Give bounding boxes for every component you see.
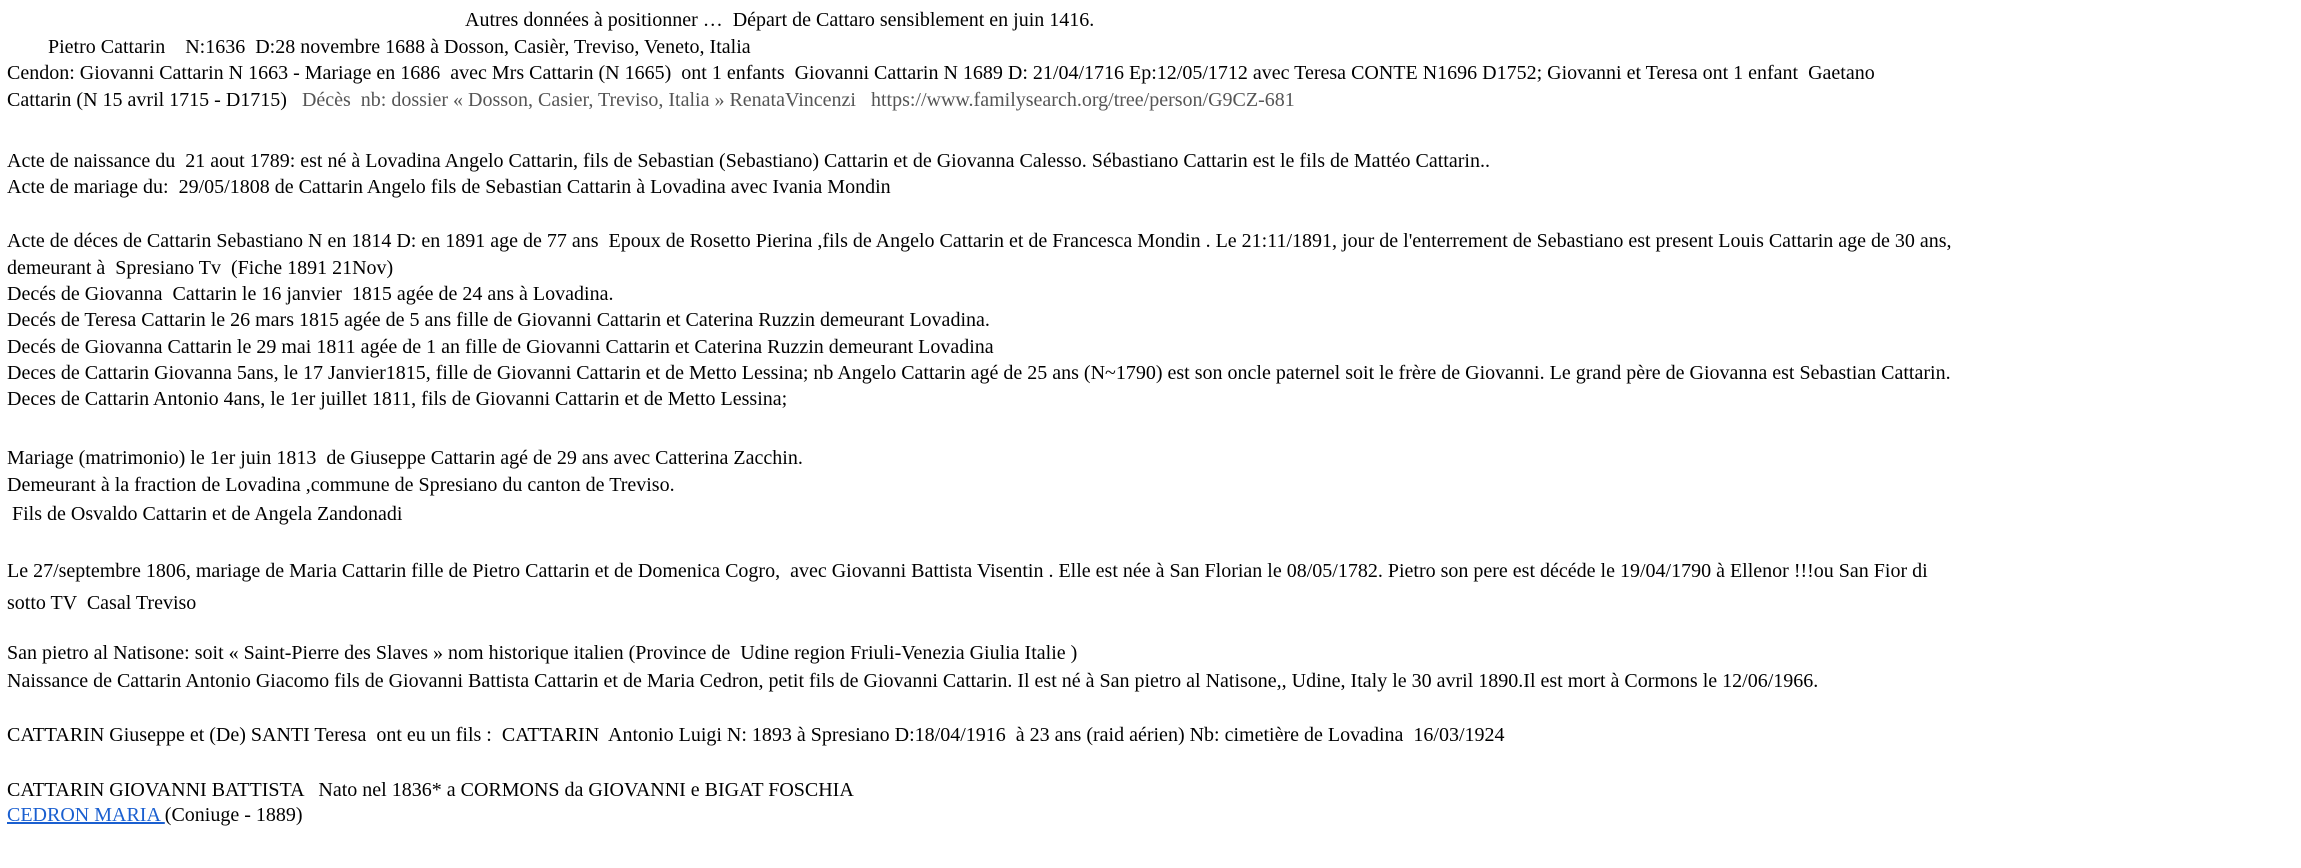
deces-line-7: Deces de Cattarin Antonio 4ans, le 1er juillet 1811, fils de Giovanni Cattarin et de Metto Lessina; — [7, 388, 788, 410]
cendon-line-1: Cendon: Giovanni Cattarin N 1663 - Mariage en 1686 avec Mrs Cattarin (N 1665) ont 1 enfants Giovanni Cattarin N 1689 D: 21/04/1716 Ep:12/05/1712 avec Teresa CONTE N1696 D1752; Giovanni et Teresa ont 1 enfant Gaetano — [7, 62, 1875, 84]
coniuge-text: (Coniuge - 1889) — [164, 804, 303, 826]
mariage-line-3: Fils de Osvaldo Cattarin et de Angela Zandonadi — [7, 503, 403, 525]
naissance-line-1: Acte de naissance du 21 aout 1789: est né à Lovadina Angelo Cattarin, fils de Sebastian (Sebastiano) Cattarin et de Giovanna Calesso. Sébastiano Cattarin est le fils de Mattéo Cattarin.. — [7, 150, 1490, 172]
naissance-line-2: Acte de mariage du: 29/05/1808 de Cattarin Angelo fils de Sebastian Cattarin à Lovadina avec Ivania Mondin — [7, 176, 891, 198]
deces-line-3: Decés de Giovanna Cattarin le 16 janvier 1815 agée de 24 ans à Lovadina. — [7, 283, 614, 305]
source-note: Décès nb: dossier « Dosson, Casier, Treviso, Italia » RenataVincenzi https://www.familysearch.org/tree/person/G9CZ-681 — [301, 89, 1295, 111]
battista-line-1: CATTARIN GIOVANNI BATTISTA Nato nel 1836* a CORMONS da GIOVANNI e BIGAT FOSCHIA — [7, 779, 854, 801]
deces-line-4: Decés de Teresa Cattarin le 26 mars 1815 agée de 5 ans fille de Giovanni Cattarin et Caterina Ruzzin demeurant Lovadina. — [7, 309, 990, 331]
battista-line-2 — [7, 802, 303, 828]
cendon-line-2 — [7, 87, 1295, 113]
deces-line-6: Deces de Cattarin Giovanna 5ans, le 17 Janvier1815, fille de Giovanni Cattarin et de Metto Lessina; nb Angelo Cattarin agé de 25 ans (N~1790) est son oncle paternel soit le frère de Giovanni. Le grand père de Giovanna est Sebastian Cattarin. — [7, 362, 1951, 384]
natisone-line-1: San pietro al Natisone: soit « Saint-Pierre des Slaves » nom historique italien (Province de Udine region Friuli-Venezia Giulia Italie ) — [7, 642, 1078, 664]
deces-line-5: Decés de Giovanna Cattarin le 29 mai 1811 agée de 1 an fille de Giovanni Cattarin et Caterina Ruzzin demeurant Lovadina — [7, 336, 994, 358]
cedron-maria-link[interactable]: CEDRON MARIA — [7, 804, 165, 826]
note-line: Autres données à positionner … Départ de Cattaro sensiblement en juin 1416. — [465, 9, 1095, 31]
deces-line-2: demeurant à Spresiano Tv (Fiche 1891 21Nov) — [7, 257, 394, 279]
maria-line-2: sotto TV Casal Treviso — [7, 592, 197, 614]
maria-line-1: Le 27/septembre 1806, mariage de Maria Cattarin fille de Pietro Cattarin et de Domenica Cogro, avec Giovanni Battista Visentin . Elle est née à San Florian le 08/05/1782. Pietro son pere est décéde le 19/04/1790 à Ellenor !!!ou San Fior di — [7, 560, 1928, 582]
mariage-line-1: Mariage (matrimonio) le 1er juin 1813 de Giuseppe Cattarin agé de 29 ans avec Catterina Zacchin. — [7, 447, 803, 469]
cendon-line-2-text: Cattarin (N 15 avril 1715 - D1715) — [7, 89, 287, 111]
natisone-line-2: Naissance de Cattarin Antonio Giacomo fils de Giovanni Battista Cattarin et de Maria Cedron, petit fils de Giovanni Cattarin. Il est né à San pietro al Natisone,, Udine, Italy le 30 avril 1890.Il est mort à Cormons le 12/06/1966. — [7, 670, 1819, 692]
giuseppe-line-1: CATTARIN Giuseppe et (De) SANTI Teresa ont eu un fils : CATTARIN Antonio Luigi N: 1893 à Spresiano D:18/04/1916 à 23 ans (raid aérien) Nb: cimetière de Lovadina 16/03/1924 — [7, 724, 1505, 746]
deces-line-1: Acte de déces de Cattarin Sebastiano N en 1814 D: en 1891 age de 77 ans Epoux de Rosetto Pierina ,fils de Angelo Cattarin et de Francesca Mondin . Le 21:11/1891, jour de l'enterrement de Sebastiano est present Louis Cattarin age de 30 ans, — [7, 230, 1952, 252]
mariage-line-2: Demeurant à la fraction de Lovadina ,commune de Spresiano du canton de Treviso. — [7, 474, 675, 496]
pietro-line: Pietro Cattarin N:1636 D:28 novembre 1688 à Dosson, Casièr, Treviso, Veneto, Italia — [48, 36, 751, 58]
